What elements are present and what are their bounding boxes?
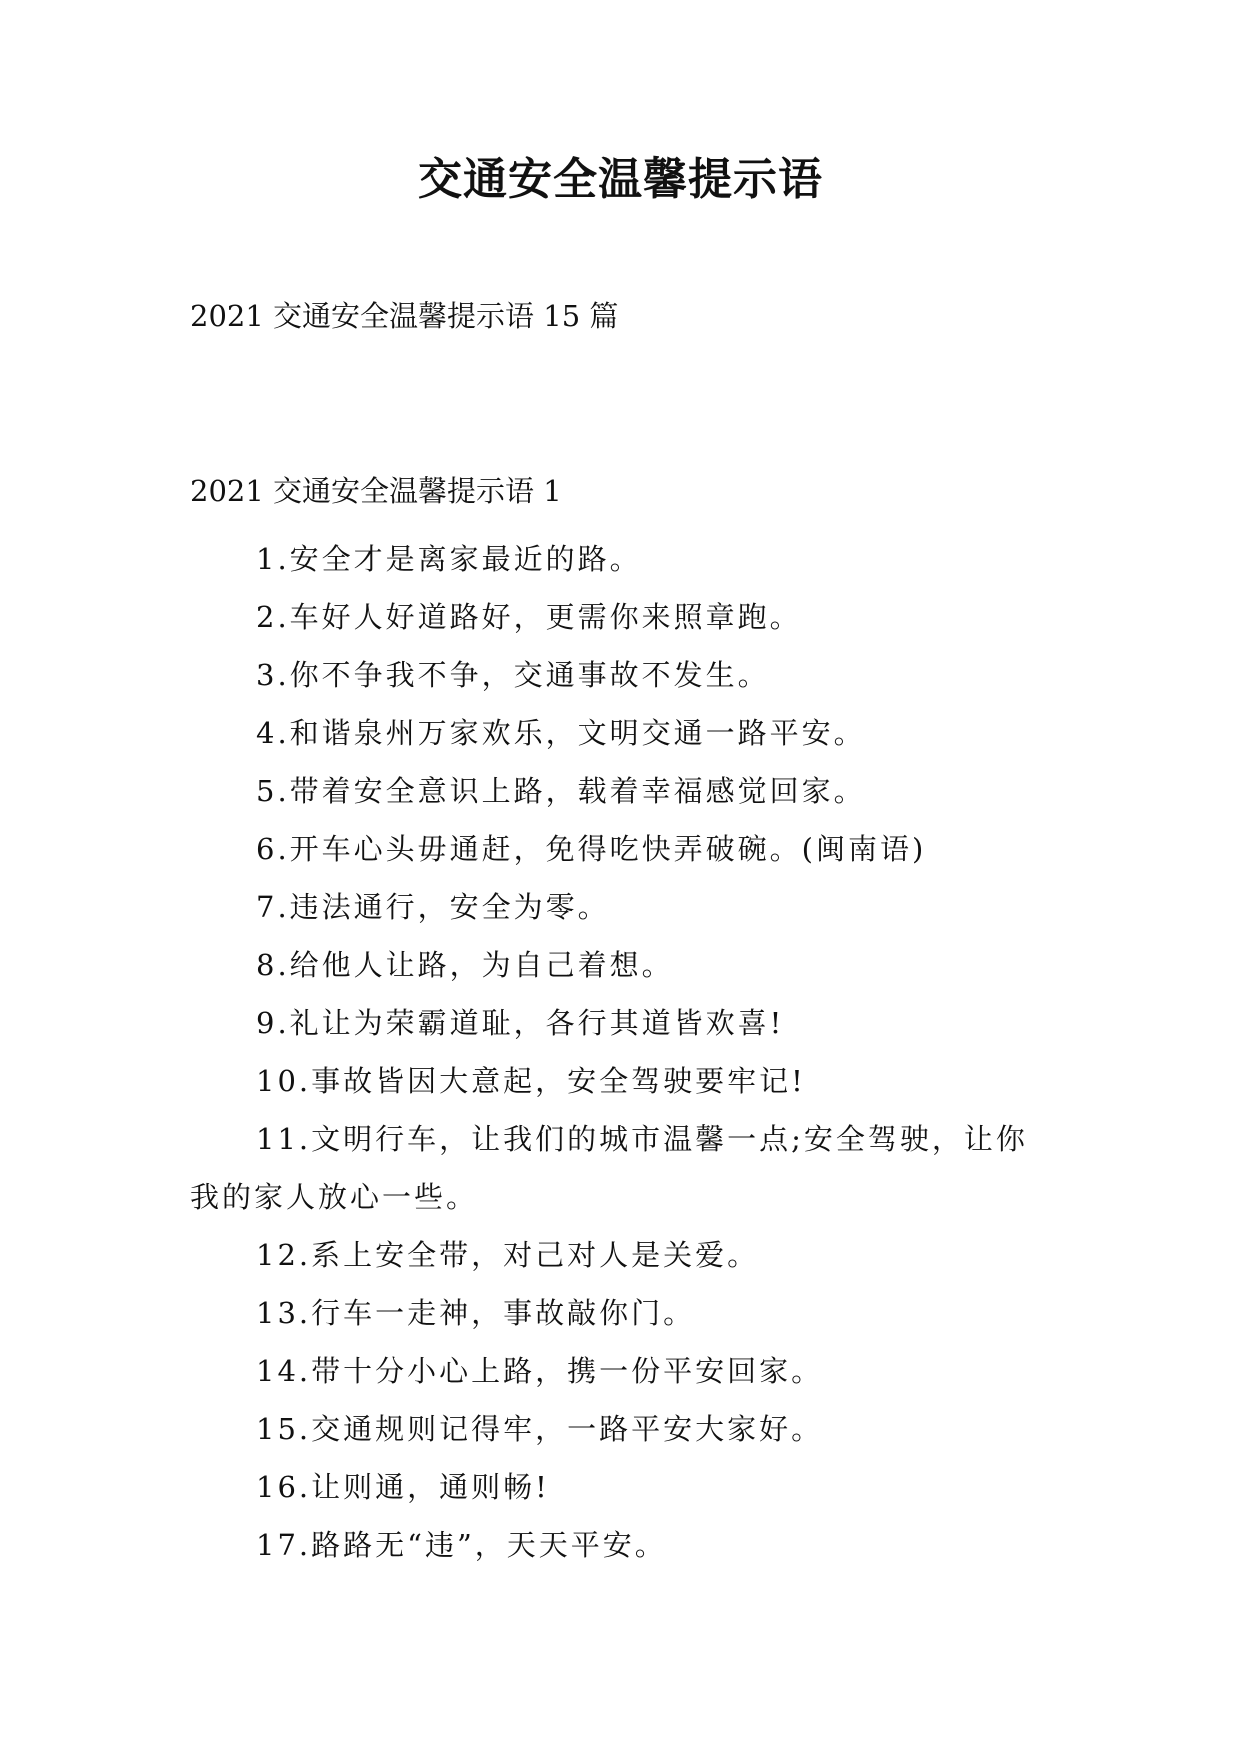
tip-item: 15.交通规则记得牢，一路平安大家好。 xyxy=(256,1412,824,1446)
tip-item: 10.事故皆因大意起，安全驾驶要牢记! xyxy=(256,1064,806,1098)
tip-item: 6.开车心头毋通赶，免得吃快弄破碗。(闽南语) xyxy=(256,832,927,866)
tip-item: 1.安全才是离家最近的路。 xyxy=(256,542,642,576)
tip-item: 13.行车一走神，事故敲你门。 xyxy=(256,1296,696,1330)
tip-item: 11.文明行车，让我们的城市温馨一点;安全驾驶，让你我的家人放心一些。 xyxy=(190,1122,1028,1214)
tip-item: 3.你不争我不争，交通事故不发生。 xyxy=(256,658,770,692)
tip-item: 7.违法通行，安全为零。 xyxy=(256,890,610,924)
tip-item: 12.系上安全带，对己对人是关爱。 xyxy=(256,1238,760,1272)
section-heading: 2021 交通安全温馨提示语 1 xyxy=(190,474,562,508)
tip-item: 14.带十分小心上路，携一份平安回家。 xyxy=(256,1354,824,1388)
document-subtitle: 2021 交通安全温馨提示语 15 篇 xyxy=(190,299,619,333)
tip-item: 9.礼让为荣霸道耻，各行其道皆欢喜! xyxy=(256,1006,785,1040)
tip-item: 4.和谐泉州万家欢乐，文明交通一路平安。 xyxy=(256,716,866,750)
document-title: 交通安全温馨提示语 xyxy=(418,154,823,205)
tips-list xyxy=(190,530,1050,1574)
tip-item: 17.路路无“违”，天天平安。 xyxy=(256,1528,667,1562)
tip-item: 16.让则通，通则畅! xyxy=(256,1470,550,1504)
tip-item: 8.给他人让路，为自己着想。 xyxy=(256,948,674,982)
tip-item: 2.车好人好道路好，更需你来照章跑。 xyxy=(256,600,802,634)
tip-item: 5.带着安全意识上路，载着幸福感觉回家。 xyxy=(256,774,866,808)
